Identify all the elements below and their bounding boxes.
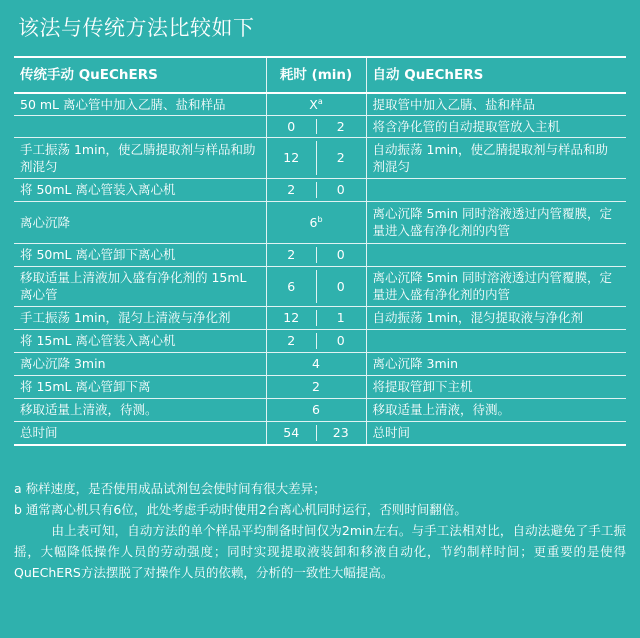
- page-title: 该法与传统方法比较如下: [18, 16, 255, 40]
- time-manual: 0: [287, 118, 296, 134]
- manual-step: 将 15mL 离心管装入离心机: [14, 329, 266, 352]
- auto-step: 自动振荡 1min，使乙腈提取剂与样品和助剂混匀: [372, 141, 609, 174]
- summary-paragraph: 由上表可知，自动方法的单个样品平均制备时间仅为2min左右。与手工法相对比，自动法避免了手工振摇，大幅降低操作人员的劳动强度；同时实现提取液装卸和移液自动化，节约制样时间；更重要的是使得QuEChERS方法摆脱了对操作人员的依赖，分析的一致性大幅提高。: [14, 523, 626, 580]
- manual-step: 将 50mL 离心管卸下离心机: [14, 243, 266, 266]
- table-row: [14, 266, 626, 306]
- time-auto: 0: [316, 329, 366, 352]
- time-auto: 1: [316, 306, 366, 329]
- auto-step: 离心沉降 5min 同时溶液透过内管覆膜，定量进入盛有净化剂的内管: [372, 270, 612, 302]
- time-auto: 0: [316, 178, 366, 201]
- table-row: [14, 375, 626, 398]
- time-merged: 4: [266, 352, 366, 375]
- time-merged: $X^a$: [266, 93, 366, 115]
- auto-step: [366, 243, 626, 266]
- table-row: [14, 352, 626, 375]
- auto-step: [366, 329, 626, 352]
- time-auto: 2: [316, 137, 366, 178]
- table-row: [14, 137, 626, 178]
- footnote-b: b 通常离心机只有6位，此处考虑手动时使用2台离心机同时运行，否则时间翻倍。: [14, 502, 467, 517]
- manual-step: 将 50mL 离心管装入离心机: [14, 178, 266, 201]
- footnote-a: a 称样速度，是否使用成品试剂包会使时间有很大差异；: [14, 481, 326, 496]
- time-merged: 6$^b$: [266, 201, 366, 243]
- header-time: 耗时 (min): [266, 57, 366, 93]
- auto-step: 将含净化管的自动提取管放入主机: [372, 118, 561, 134]
- auto-step: 将提取管卸下主机: [372, 379, 473, 394]
- manual-step: [14, 115, 266, 137]
- auto-step: 自动振荡 1min，混匀提取液与净化剂: [372, 310, 584, 325]
- manual-step: 离心沉降: [14, 201, 266, 243]
- auto-step: 提取管中加入乙腈、盐和样品: [372, 96, 536, 112]
- time-auto-total: 23: [316, 421, 366, 445]
- time-manual: 2: [287, 182, 296, 197]
- time-manual: 12: [283, 310, 300, 325]
- table-row: [14, 93, 626, 115]
- manual-step: 50 mL 离心管中加入乙腈、盐和样品: [14, 93, 266, 115]
- manual-step: 手工振荡 1min，使乙腈提取剂与样品和助剂混匀: [14, 137, 266, 178]
- table-row: [14, 243, 626, 266]
- table-row-total: [14, 421, 626, 445]
- manual-step: 移取适量上清液，待测。: [14, 398, 266, 421]
- table-row: [14, 306, 626, 329]
- time-auto: 0: [316, 266, 366, 306]
- auto-total-label: 总时间: [372, 425, 411, 441]
- time-merged: 6: [266, 398, 366, 421]
- time-auto: 2: [316, 115, 366, 137]
- auto-step: 离心沉降 3min: [372, 356, 459, 371]
- manual-step: 手工振荡 1min，混匀上清液与净化剂: [14, 306, 266, 329]
- table-row: [14, 201, 626, 243]
- manual-step: 移取适量上清液加入盛有净化剂的 15mL 离心管: [14, 266, 266, 306]
- manual-total-label: 总时间: [14, 421, 266, 445]
- header-auto: 自动 QuEChERS: [366, 57, 626, 93]
- manual-step: 离心沉降 3min: [14, 352, 266, 375]
- table-row: [14, 398, 626, 421]
- table-row: [14, 178, 626, 201]
- comparison-table: [14, 56, 626, 446]
- time-manual: 6: [287, 278, 296, 294]
- auto-step: 离心沉降 5min 同时溶液透过内管覆膜，定量进入盛有净化剂的内管: [372, 206, 612, 238]
- manual-step: 将 15mL 离心管卸下离: [14, 375, 266, 398]
- time-manual-total: 54: [283, 425, 300, 441]
- time-manual: 2: [287, 247, 296, 262]
- auto-step: 移取适量上清液，待测。: [372, 402, 511, 417]
- footnote-a-marker: a: [317, 96, 323, 106]
- footnotes: [14, 478, 626, 520]
- time-auto: 0: [316, 243, 366, 266]
- time-manual: 2: [287, 333, 296, 348]
- header-manual: 传统手动 QuEChERS: [14, 57, 266, 93]
- table-row: [14, 329, 626, 352]
- table-row: [14, 115, 626, 137]
- table-header-row: [14, 57, 626, 93]
- time-merged: 2: [266, 375, 366, 398]
- time-manual: 12: [283, 150, 300, 165]
- auto-step: [366, 178, 626, 201]
- footnote-b-marker: b: [317, 214, 323, 224]
